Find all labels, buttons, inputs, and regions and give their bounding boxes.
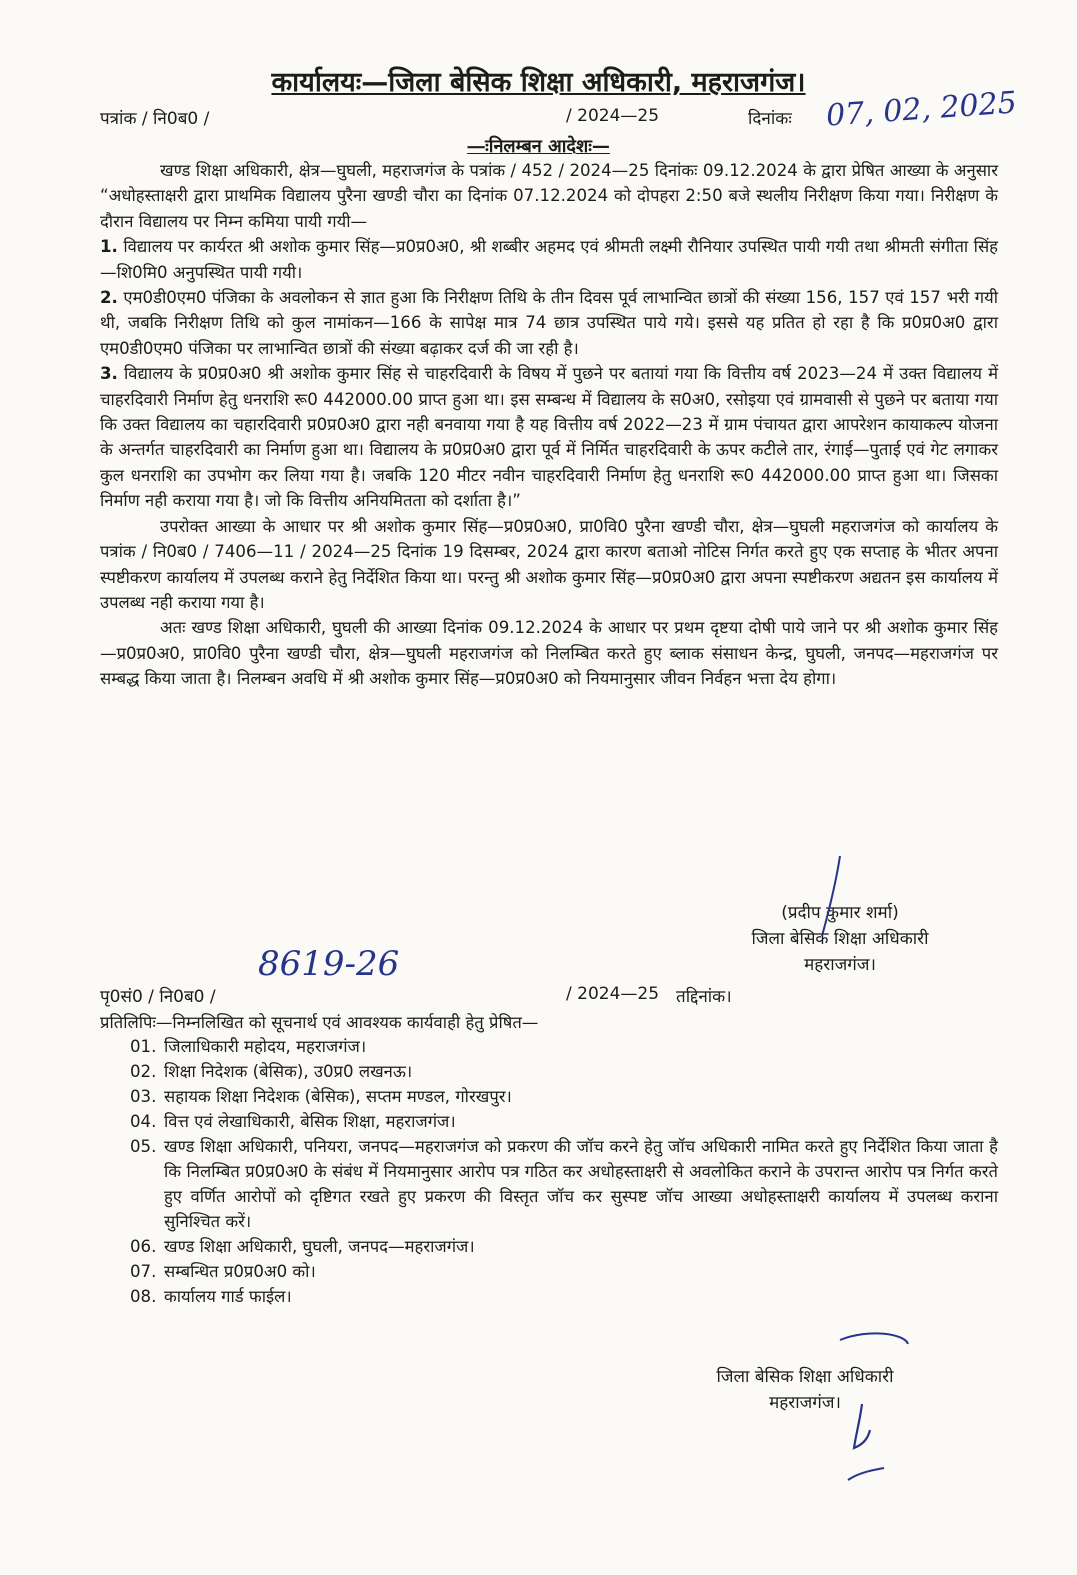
signature-stroke bbox=[800, 852, 860, 942]
show-cause-paragraph: उपरोक्त आख्या के आधार पर श्री अशोक कुमार सिंह—प्र0प्र0अ0, प्रा0वि0 पुरैना खण्डी चौरा, क्षेत्र—घुघली महराजगंज को कार्यालय के पत्रांक / नि0ब0 / 7406—11 / 2024—25 दिनांक 19 दिसम्बर, 2024 द्वारा कारण बताओ नोटिस निर्गत करते हुए एक सप्ताह के भीतर अपना स्पष्टीकरण कार्यालय में उपलब्ध कराने हेतु निर्देशित किया था। परन्तु श्री अशोक कुमार सिंह—प्र0प्र0अ0 द्वारा अपना स्पष्टीकरण अद्यतन इस कार्यालय में उपलब्ध नही कराया गया है। bbox=[100, 516, 998, 612]
signature-name: (प्रदीप कुमार शर्मा) bbox=[781, 903, 899, 923]
ref-year: / 2024—25 bbox=[566, 106, 660, 126]
list-item-text: कार्यालय गार्ड फाईल। bbox=[164, 1287, 292, 1306]
point-1 bbox=[100, 234, 998, 285]
copy-to-intro: प्रतिलिपिः—निम्नलिखित को सूचनार्थ एवं आवश्यक कार्यवाही हेतु प्रेषित— bbox=[100, 1013, 539, 1032]
list-item bbox=[130, 1059, 998, 1084]
endorsement-date-label: तद्दिनांक। bbox=[676, 987, 732, 1007]
list-item-number: 06. bbox=[130, 1237, 157, 1256]
date-label: दिनांकः bbox=[748, 109, 792, 129]
list-item bbox=[130, 1234, 998, 1259]
list-item-number: 07. bbox=[130, 1262, 157, 1281]
list-item bbox=[130, 1259, 998, 1284]
intro-paragraph: खण्ड शिक्षा अधिकारी, क्षेत्र—घुघली, महराजगंज के पत्रांक / 452 / 2024—25 दिनांकः 09.12.2024 के द्वारा प्रेषित आख्या के अनुसार “अधोहस्ताक्षरी द्वारा प्राथमिक विद्यालय पुरैना खण्डी चौरा का दिनांक 07.12.2024 को दोपहरा 2:50 बजे स्थलीय निरीक्षण किया गया। निरीक्षण के दौरान विद्यालय पर निम्न कमिया पायी गयी— bbox=[100, 161, 998, 231]
point-3 bbox=[100, 361, 998, 513]
point-text: एम0डी0एम0 पंजिका के अवलोकन से ज्ञात हुआ कि निरीक्षण तिथि के तीन दिवस पूर्व लाभान्वित छात्रों की संख्या 156, 157 एवं 157 भरी गयी थी, जबकि निरीक्षण तिथि को कुल नामांकन—166 के सापेक्ष मात्र 74 छात्र उपस्थित पाये गये। इससे यह प्रतित हो रहा है कि प्र0प्र0अ0 द्वारा एम0डी0एम0 पंजिका पर लाभान्वित छात्रों की संख्या बढ़ाकर दर्ज की जा रही है। bbox=[100, 288, 998, 358]
list-item-text: खण्ड शिक्षा अधिकारी, पनियरा, जनपद—महराजगंज को प्रकरण की जॉच करने हेतु जॉच अधिकारी नामित करते हुए निर्देशित किया जाता है कि निलम्बित प्र0प्र0अ0 के संबंध में नियमानुसार आरोप पत्र गठित कर अधोहस्ताक्षरी से अवलोकित कराने के उपरान्त आरोप पत्र निर्गत करते हुए वर्णित आरोपों को दृष्टिगत रखते हुए प्रकरण की विस्तृत जॉच कर सुस्पष्ट जॉच आख्या अधोहस्ताक्षरी कार्यालय में उपलब्ध कराना सुनिश्चित करें। bbox=[164, 1137, 998, 1231]
suspension-paragraph: अतः खण्ड शिक्षा अधिकारी, घुघली की आख्या दिनांक 09.12.2024 के आधार पर प्रथम दृष्टया दोषी पाये जाने पर श्री अशोक कुमार सिंह—प्र0प्र0अ0, प्रा0वि0 पुरैना खण्डी चौरा, क्षेत्र—घुघली महराजगंज को निलम्बित करते हुए ब्लाक संसाधन केन्द्र, घुघली, जनपद—महराजगंज पर सम्बद्ध किया जाता है। निलम्बन अवधि में श्री अशोक कुमार सिंह—प्र0प्र0अ0 को नियमानुसार जीवन निर्वहन भत्ता देय होगा। bbox=[100, 618, 998, 689]
list-item-number: 05. bbox=[130, 1137, 157, 1156]
list-item bbox=[130, 1134, 998, 1234]
footer-designation: जिला बेसिक शिक्षा अधिकारी bbox=[716, 1367, 894, 1387]
list-item bbox=[130, 1084, 998, 1109]
list-item bbox=[130, 1109, 998, 1134]
handwritten-endorsement-number: 8619-26 bbox=[258, 944, 400, 984]
point-number: 2. bbox=[100, 288, 118, 308]
point-number: 3. bbox=[100, 364, 118, 384]
signature-designation: जिला बेसिक शिक्षा अधिकारी bbox=[751, 929, 929, 949]
list-item-text: जिलाधिकारी महोदय, महराजगंज। bbox=[164, 1037, 367, 1056]
point-number: 1. bbox=[100, 237, 118, 257]
endorsement-ref-label: पृ0सं0 / नि0ब0 / bbox=[100, 987, 216, 1007]
footer-signature-scribble bbox=[820, 1330, 920, 1490]
list-item-number: 04. bbox=[130, 1112, 157, 1131]
list-item-text: सम्बन्धित प्र0प्र0अ0 को। bbox=[164, 1262, 316, 1281]
order-title: —ःनिलम्बन आदेशः— bbox=[467, 136, 610, 157]
list-item-text: सहायक शिक्षा निदेशक (बेसिक), सप्तम मण्डल, गोरखपुर। bbox=[164, 1087, 512, 1106]
point-2 bbox=[100, 285, 998, 361]
footer-place: महराजगंज। bbox=[769, 1393, 841, 1413]
list-item-number: 02. bbox=[130, 1062, 157, 1081]
list-item-text: वित्त एवं लेखाधिकारी, बेसिक शिक्षा, महराजगंज। bbox=[164, 1112, 456, 1131]
order-body bbox=[100, 158, 998, 692]
endorsement-year: / 2024—25 bbox=[566, 984, 660, 1004]
list-item-text: शिक्षा निदेशक (बेसिक), उ0प्र0 लखनऊ। bbox=[164, 1062, 413, 1081]
list-item bbox=[130, 1034, 998, 1059]
office-heading: कार्यालयः—जिला बेसिक शिक्षा अधिकारी, महराजगंज। bbox=[271, 67, 806, 98]
handwritten-date: 07, 02, 2025 bbox=[825, 85, 1018, 134]
list-item-number: 01. bbox=[130, 1037, 157, 1056]
list-item-text: खण्ड शिक्षा अधिकारी, घुघली, जनपद—महराजगंज। bbox=[164, 1237, 475, 1256]
copy-to-list bbox=[130, 1034, 998, 1309]
list-item-number: 03. bbox=[130, 1087, 157, 1106]
list-item bbox=[130, 1284, 998, 1309]
list-item-number: 08. bbox=[130, 1287, 157, 1306]
point-text: विद्यालय के प्र0प्र0अ0 श्री अशोक कुमार सिंह से चाहरदिवारी के विषय में पुछने पर बतायां गया कि वित्तीय वर्ष 2023—24 में उक्त विद्यालय में चाहरदिवारी निर्माण हेतु धनराशि रू0 442000.00 प्राप्त हुआ था। इस सम्बन्ध में विद्यालय के स0अ0, रसोइया एवं ग्रामवासी से पुछने पर बताया गया कि उक्त विद्यालय का चहारदिवारी प्र0प्र0अ0 द्वारा नही बनवाया गया है यह वित्तीय वर्ष 2022—23 में ग्राम पंचायत द्वारा आपरेशन कायाकल्प योजना के अन्तर्गत चाहरदिवारी का निर्माण हुआ था। विद्यालय के प्र0प्र0अ0 द्वारा पूर्व में निर्मित चाहरदिवारी के ऊपर कटीले तार, रंगाई—पुताई एवं गेट लगाकर कुल धनराशि का उपभोग कर लिया गया है। जबकि 120 मीटर नवीन चाहरदिवारी निर्माण हेतु धनराशि रू0 442000.00 प्राप्त हुआ था। जिसका निर्माण नही कराया गया है। जो कि वित्तीय अनियमितता को दर्शाता है।” bbox=[100, 364, 998, 511]
ref-number-label: पत्रांक / नि0ब0 / bbox=[100, 109, 210, 129]
point-text: विद्यालय पर कार्यरत श्री अशोक कुमार सिंह—प्र0प्र0अ0, श्री शब्बीर अहमद एवं श्रीमती लक्ष्मी रौनियार उपस्थित पायी गयी तथा श्रीमती संगीता सिंह—शि0मि0 अनुपस्थित पायी गयी। bbox=[100, 237, 998, 282]
signature-place: महराजगंज। bbox=[804, 955, 876, 975]
